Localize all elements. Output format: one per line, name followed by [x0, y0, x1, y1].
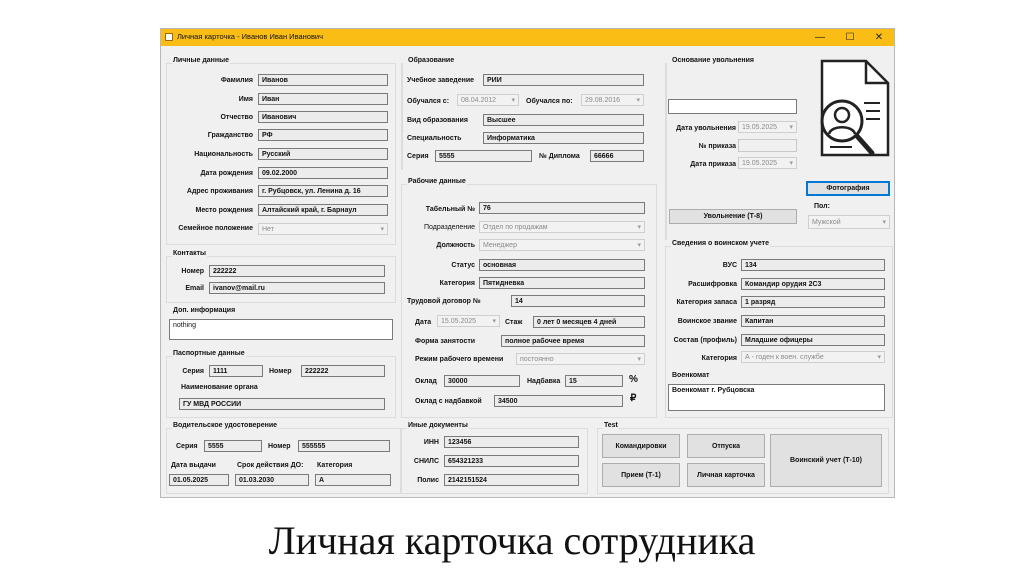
employment-form-label: Форма занятости	[415, 338, 476, 345]
institution-field[interactable]: РИИ	[483, 74, 644, 86]
extra-group-label: Доп. информация	[173, 307, 236, 314]
chevron-down-icon: ▾	[636, 97, 640, 104]
address-field[interactable]: г. Рубцовск, ул. Ленина д. 16	[258, 185, 388, 197]
surname-field[interactable]: Иванов	[258, 74, 388, 86]
fitness-category-value: А - годен к воен. службе	[745, 354, 824, 361]
vus-field[interactable]: 134	[741, 259, 885, 271]
employee-photo-icon	[816, 59, 894, 171]
study-to-label: Обучался по:	[526, 98, 573, 105]
hire-button[interactable]: Прием (Т-1)	[602, 463, 680, 487]
salary-label: Оклад	[415, 378, 437, 385]
composition-label: Состав (профиль)	[673, 337, 737, 344]
license-number-label: Номер	[268, 443, 291, 450]
study-from-label: Обучался с:	[407, 98, 450, 105]
license-valid-field[interactable]: 01.03.2030	[235, 474, 309, 486]
contract-field[interactable]: 14	[511, 295, 645, 307]
specialty-field[interactable]: Информатика	[483, 132, 644, 144]
phone-label: Номер	[181, 268, 204, 275]
military-office-field[interactable]: Военкомат г. Рубцовска	[668, 384, 885, 411]
dismissal-date[interactable]	[738, 121, 797, 133]
reserve-field[interactable]: 1 разряд	[741, 296, 885, 308]
order-number-field[interactable]	[738, 139, 797, 152]
contacts-group	[166, 256, 396, 303]
work-group-label: Рабочие данные	[408, 178, 466, 185]
edu-series-field[interactable]: 5555	[435, 150, 532, 162]
address-label: Адрес проживания	[186, 188, 253, 195]
employee-card-window	[160, 28, 895, 498]
gender-label: Пол:	[814, 203, 830, 210]
slide-caption: Личная карточка сотрудника	[268, 518, 756, 563]
dismissal-date-label: Дата увольнения	[676, 125, 736, 132]
vus-decode-label: Расшифровка	[688, 281, 737, 288]
military-group-label: Сведения о воинском учете	[672, 240, 769, 247]
maximize-button[interactable]: ☐	[845, 32, 855, 43]
rank-field[interactable]: Капитан	[741, 315, 885, 327]
percent-sign: %	[629, 374, 638, 385]
name-label: Имя	[238, 96, 253, 103]
tab-number-field[interactable]: 76	[479, 202, 645, 214]
snils-label: СНИЛС	[413, 458, 439, 465]
dept-label: Подразделение	[423, 224, 475, 231]
patronymic-label: Отчество	[220, 114, 253, 121]
position-value: Менеджер	[483, 242, 517, 249]
edu-type-label: Вид образования	[407, 117, 468, 124]
passport-group-label: Паспортные данные	[173, 350, 245, 357]
contract-label: Трудовой договор №	[407, 298, 481, 305]
chevron-down-icon: ▾	[511, 97, 515, 104]
license-category-field[interactable]: A	[315, 474, 391, 486]
experience-label: Стаж	[505, 319, 523, 326]
license-series-field[interactable]: 5555	[204, 440, 262, 452]
family-value: Нет	[262, 226, 274, 233]
contract-date-label: Дата	[415, 319, 432, 326]
citizenship-label: Гражданство	[207, 132, 253, 139]
license-series-label: Серия	[176, 443, 198, 450]
birthplace-label: Место рождения	[195, 207, 253, 214]
chevron-down-icon: ▾	[637, 242, 641, 249]
salary-field[interactable]: 30000	[444, 375, 520, 387]
family-label: Семейное положение	[178, 225, 253, 232]
employment-form-field[interactable]: полное рабочее время	[501, 335, 645, 347]
chevron-down-icon: ▾	[492, 318, 496, 325]
snils-field[interactable]: 654321233	[444, 455, 579, 467]
study-to-date[interactable]	[581, 94, 644, 106]
docs-group-label: Иные документы	[408, 422, 468, 429]
patronymic-field[interactable]: Иванович	[258, 111, 388, 123]
license-issue-field[interactable]: 01.05.2025	[169, 474, 229, 486]
passport-series-field[interactable]: 1111	[209, 365, 263, 377]
dismissal-group	[665, 63, 667, 240]
order-date-value: 19.05.2025	[742, 160, 778, 167]
email-field[interactable]: ivanov@mail.ru	[209, 282, 385, 294]
bonus-field[interactable]: 15	[565, 375, 623, 387]
photo-button[interactable]: Фотография	[806, 181, 890, 196]
title-bar	[161, 29, 894, 46]
dismissal-button[interactable]: Увольнение (Т-8)	[669, 209, 797, 224]
work-category-label: Категория	[439, 280, 475, 287]
surname-label: Фамилия	[220, 77, 253, 84]
citizenship-field[interactable]: РФ	[258, 129, 388, 141]
composition-field[interactable]: Младшие офицеры	[741, 334, 885, 346]
vus-decode-field[interactable]: Командир орудия 2С3	[741, 278, 885, 290]
institution-label: Учебное заведение	[407, 77, 475, 84]
tab-number-label: Табельный №	[425, 206, 475, 213]
polis-label: Полис	[417, 477, 439, 484]
dismissal-group-label: Основание увольнения	[672, 57, 755, 64]
fitness-category-select[interactable]	[741, 351, 885, 363]
work-mode-value: постоянно	[520, 356, 554, 363]
birthplace-field[interactable]: Алтайский край, г. Барнаул	[258, 204, 388, 216]
nationality-field[interactable]: Русский	[258, 148, 388, 160]
bonus-label: Надбавка	[527, 378, 561, 385]
diploma-field[interactable]: 66666	[590, 150, 644, 162]
license-category-label: Категория	[317, 462, 353, 469]
license-group-label: Водительское удостоверение	[173, 422, 278, 429]
military-record-button[interactable]: Воинский учет (Т-10)	[770, 434, 882, 487]
contacts-group-label: Контакты	[173, 250, 207, 257]
personal-group-label: Личные данные	[173, 57, 229, 64]
position-select[interactable]	[479, 239, 645, 251]
passport-series-label: Серия	[182, 368, 204, 375]
license-issue-label: Дата выдачи	[171, 462, 216, 469]
window-title: Личная карточка - Иванов Иван Иванович	[177, 32, 324, 41]
education-group	[401, 63, 403, 170]
chevron-down-icon: ▾	[637, 224, 641, 231]
specialty-label: Специальность	[407, 135, 462, 142]
personal-card-button[interactable]: Личная карточка	[687, 463, 765, 487]
dismissal-date-value: 19.05.2025	[742, 124, 778, 131]
test-group-label: Test	[604, 422, 618, 429]
app-icon	[165, 33, 173, 41]
license-valid-label: Срок действия ДО:	[237, 462, 304, 469]
diploma-label: № Диплома	[539, 153, 580, 160]
dept-value: Отдел по продажам	[483, 224, 548, 231]
chevron-down-icon: ▾	[789, 124, 793, 131]
polis-field[interactable]: 2142151524	[444, 474, 579, 486]
study-to-value: 29.08.2016	[585, 97, 621, 104]
experience-field[interactable]: 0 лет 0 месяцев 4 дней	[533, 316, 645, 328]
contract-date-value: 15.05.2025	[441, 318, 477, 325]
reserve-label: Категория запаса	[676, 299, 737, 306]
vus-label: ВУС	[722, 262, 737, 269]
position-label: Должность	[436, 242, 475, 249]
gender-select[interactable]	[808, 215, 890, 229]
birthdate-field[interactable]: 09.02.2000	[258, 167, 388, 179]
vacations-button[interactable]: Отпуска	[687, 434, 765, 458]
edu-type-field[interactable]: Высшее	[483, 114, 644, 126]
chevron-down-icon: ▾	[789, 160, 793, 167]
passport-number-label: Номер	[269, 368, 292, 375]
passport-number-field[interactable]: 222222	[301, 365, 385, 377]
fitness-category-label: Категория	[701, 355, 737, 362]
total-salary-label: Оклад с надбавкой	[415, 398, 482, 405]
chevron-down-icon: ▾	[637, 356, 641, 363]
dismissal-reason-field[interactable]	[668, 99, 797, 114]
education-group-label: Образование	[408, 57, 455, 64]
nationality-label: Национальность	[194, 151, 253, 158]
inn-label: ИНН	[423, 439, 439, 446]
dept-select[interactable]	[479, 221, 645, 233]
status-label: Статус	[451, 262, 475, 269]
chevron-down-icon: ▾	[380, 226, 384, 233]
study-from-value: 08.04.2012	[461, 97, 497, 104]
minimize-button[interactable]: —	[815, 32, 825, 43]
email-label: Email	[185, 285, 204, 292]
contract-date[interactable]	[437, 315, 500, 327]
ruble-sign: ₽	[630, 393, 637, 404]
total-salary-field[interactable]: 34500	[494, 395, 623, 407]
close-button[interactable]: ✕	[874, 32, 884, 43]
family-select[interactable]	[258, 223, 388, 235]
military-office-label: Военкомат	[672, 372, 710, 379]
phone-field[interactable]: 222222	[209, 265, 385, 277]
license-number-field[interactable]: 555555	[298, 440, 390, 452]
work-category-field[interactable]: Пятидневка	[479, 277, 645, 289]
order-number-label: № приказа	[698, 143, 736, 150]
extra-info-textarea[interactable]: nothing	[169, 319, 393, 340]
study-from-date[interactable]	[457, 94, 519, 106]
name-field[interactable]: Иван	[258, 93, 388, 105]
inn-field[interactable]: 123456	[444, 436, 579, 448]
chevron-down-icon: ▾	[882, 219, 886, 226]
edu-series-label: Серия	[407, 153, 429, 160]
work-mode-select[interactable]	[516, 353, 645, 365]
work-mode-label: Режим рабочего времени	[415, 356, 504, 363]
rank-label: Воинское звание	[677, 318, 737, 325]
order-date-label: Дата приказа	[690, 161, 736, 168]
chevron-down-icon: ▾	[877, 354, 881, 361]
passport-org-label: Наименование органа	[181, 384, 258, 391]
passport-org-field[interactable]: ГУ МВД РОССИИ	[179, 398, 385, 410]
business-trips-button[interactable]: Командировки	[602, 434, 680, 458]
gender-value: Мужской	[812, 219, 841, 226]
status-field[interactable]: основная	[479, 259, 645, 271]
order-date[interactable]	[738, 157, 797, 169]
birthdate-label: Дата рождения	[200, 170, 253, 177]
